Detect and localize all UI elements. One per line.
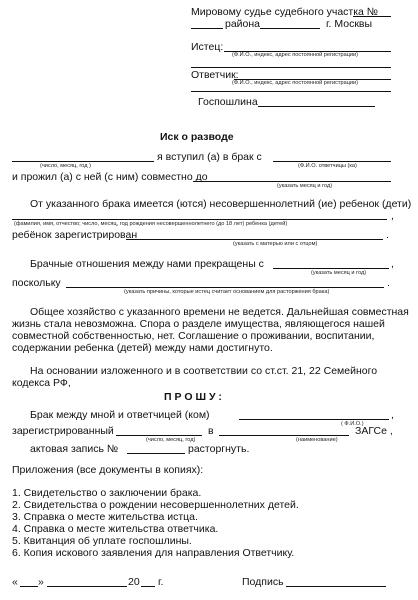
date-year-line (141, 586, 155, 587)
date-month-line (47, 586, 127, 587)
because-hint: (указать причины, которые истец считает основанием для расторжения брака) (124, 289, 330, 295)
court-city-label: г. Москвы (326, 18, 373, 30)
household-line-3: совместной собственностью, нет. Соглашение о проживании, воспитании, (12, 330, 375, 342)
request-registered-text: зарегистрированный (12, 425, 114, 437)
marriage-date-line (12, 161, 154, 162)
termination-date-hint: (указать месяц и год) (311, 270, 367, 276)
spouse-name-line (273, 161, 391, 162)
defendant-label: Ответчик: (191, 69, 239, 81)
date-day-line (20, 586, 38, 587)
defendant-line-2 (191, 91, 391, 92)
children-hint: (фамилия, имя, отчество; число, месяц, год рождения несовершеннолетнего (до 18 лет) ребенка (детей) (14, 221, 288, 227)
document-title: Иск о разводе (160, 131, 234, 143)
request-in-text: в (208, 425, 214, 437)
children-text: От указанного брака имеется (ются) несовершеннолетний (ие) ребенок (дети) (30, 198, 412, 210)
household-line-1: Общее хозяйство с указанного времени не ведется. Дальнейшая совместная (30, 306, 409, 318)
cohabit-line (193, 181, 391, 182)
appendix-item: 4. Справка о месте жительства ответчика. (12, 523, 219, 535)
appendix-item: 6. Копия искового заявления для направления Ответчику. (12, 547, 295, 559)
basis-line-2: кодекса РФ, (12, 377, 71, 389)
request-zags-line (219, 435, 349, 436)
cohabit-hint: (указать месяц и год) (277, 183, 333, 189)
appendix-item: 2. Свидетельства о рождении несовершеннолетних детей. (12, 499, 299, 511)
spouse-hint: (Ф.И.О. ответчицы (ка) (298, 163, 357, 169)
date-year-text: 20 (128, 576, 140, 588)
marriage-date-hint: (число, месяц, год ) (40, 163, 91, 169)
because-text: поскольку (12, 277, 61, 289)
child-registered-hint: (указать с матерью или с отцом) (233, 241, 318, 247)
plaintiff-line-2 (191, 67, 391, 68)
request-date-hint: (число, месяц, год) (146, 437, 196, 443)
children-line (12, 219, 387, 220)
appendix-item: 1. Свидетельство о заключении брака. (12, 487, 202, 499)
request-text: Брак между мной и ответчицей (ком) (30, 409, 210, 421)
household-line-4: содержании ребенка (детей) между нами достигнуто. (12, 342, 273, 354)
cohabit-text: и прожил (а) с ней (с ним) совместно до (12, 171, 208, 183)
request-fio-hint: ( Ф.И.О.) (341, 421, 364, 427)
fee-line (258, 106, 375, 107)
request-record-text: актовая запись № (30, 443, 119, 455)
married-text: я вступил (а) в брак с (157, 151, 262, 163)
termination-date-line (273, 268, 389, 269)
signature-label: Подпись (242, 576, 284, 588)
because-line (66, 287, 384, 288)
plaintiff-hint: (Ф.И.О., индекс, адрес постоянной регистрации) (232, 52, 359, 58)
date-open-quote: « (12, 576, 18, 588)
child-registered-line (126, 239, 383, 240)
household-line-2: жизнь стала невозможна. Спора о разделе имущества, являющегося нашей (12, 318, 385, 330)
request-record-line (127, 453, 185, 454)
appendix-item: 3. Справка о месте жительства истца. (12, 511, 198, 523)
court-raion-line (260, 28, 320, 29)
date-year-suffix: г. (158, 576, 164, 588)
court-raion-label: района (225, 18, 261, 30)
request-heading: П Р О Ш У : (164, 391, 222, 403)
fee-label: Госпошлина (198, 96, 258, 108)
plaintiff-label: Истец: (191, 41, 224, 53)
request-name-hint: (наименование) (296, 437, 338, 443)
signature-line (286, 586, 386, 587)
defendant-hint: (Ф.И.О., индекс, адрес постоянной регистрации) (232, 80, 359, 86)
basis-line-1: На основании изложенного и в соответствии со ст.ст. 21, 22 Семейного (30, 365, 378, 377)
appendix-item: 5. Квитанция об уплате госпошлины. (12, 535, 192, 547)
court-number-line (353, 16, 391, 17)
request-date-line (116, 435, 202, 436)
child-registered-text: ребёнок зарегистрирован (12, 229, 138, 241)
date-close-quote: » (38, 576, 44, 588)
request-dissolve-text: расторгнуть. (188, 443, 250, 455)
court-addressee-line1: Мировому судье судебного участка № (191, 6, 379, 18)
appendices-title: Приложения (все документы в копиях): (12, 464, 204, 476)
request-zags-text: ЗАГСе , (355, 425, 393, 437)
court-district-number-line (191, 28, 223, 29)
request-fio-line (239, 419, 389, 420)
termination-text: Брачные отношения между нами прекращены с (30, 258, 264, 270)
